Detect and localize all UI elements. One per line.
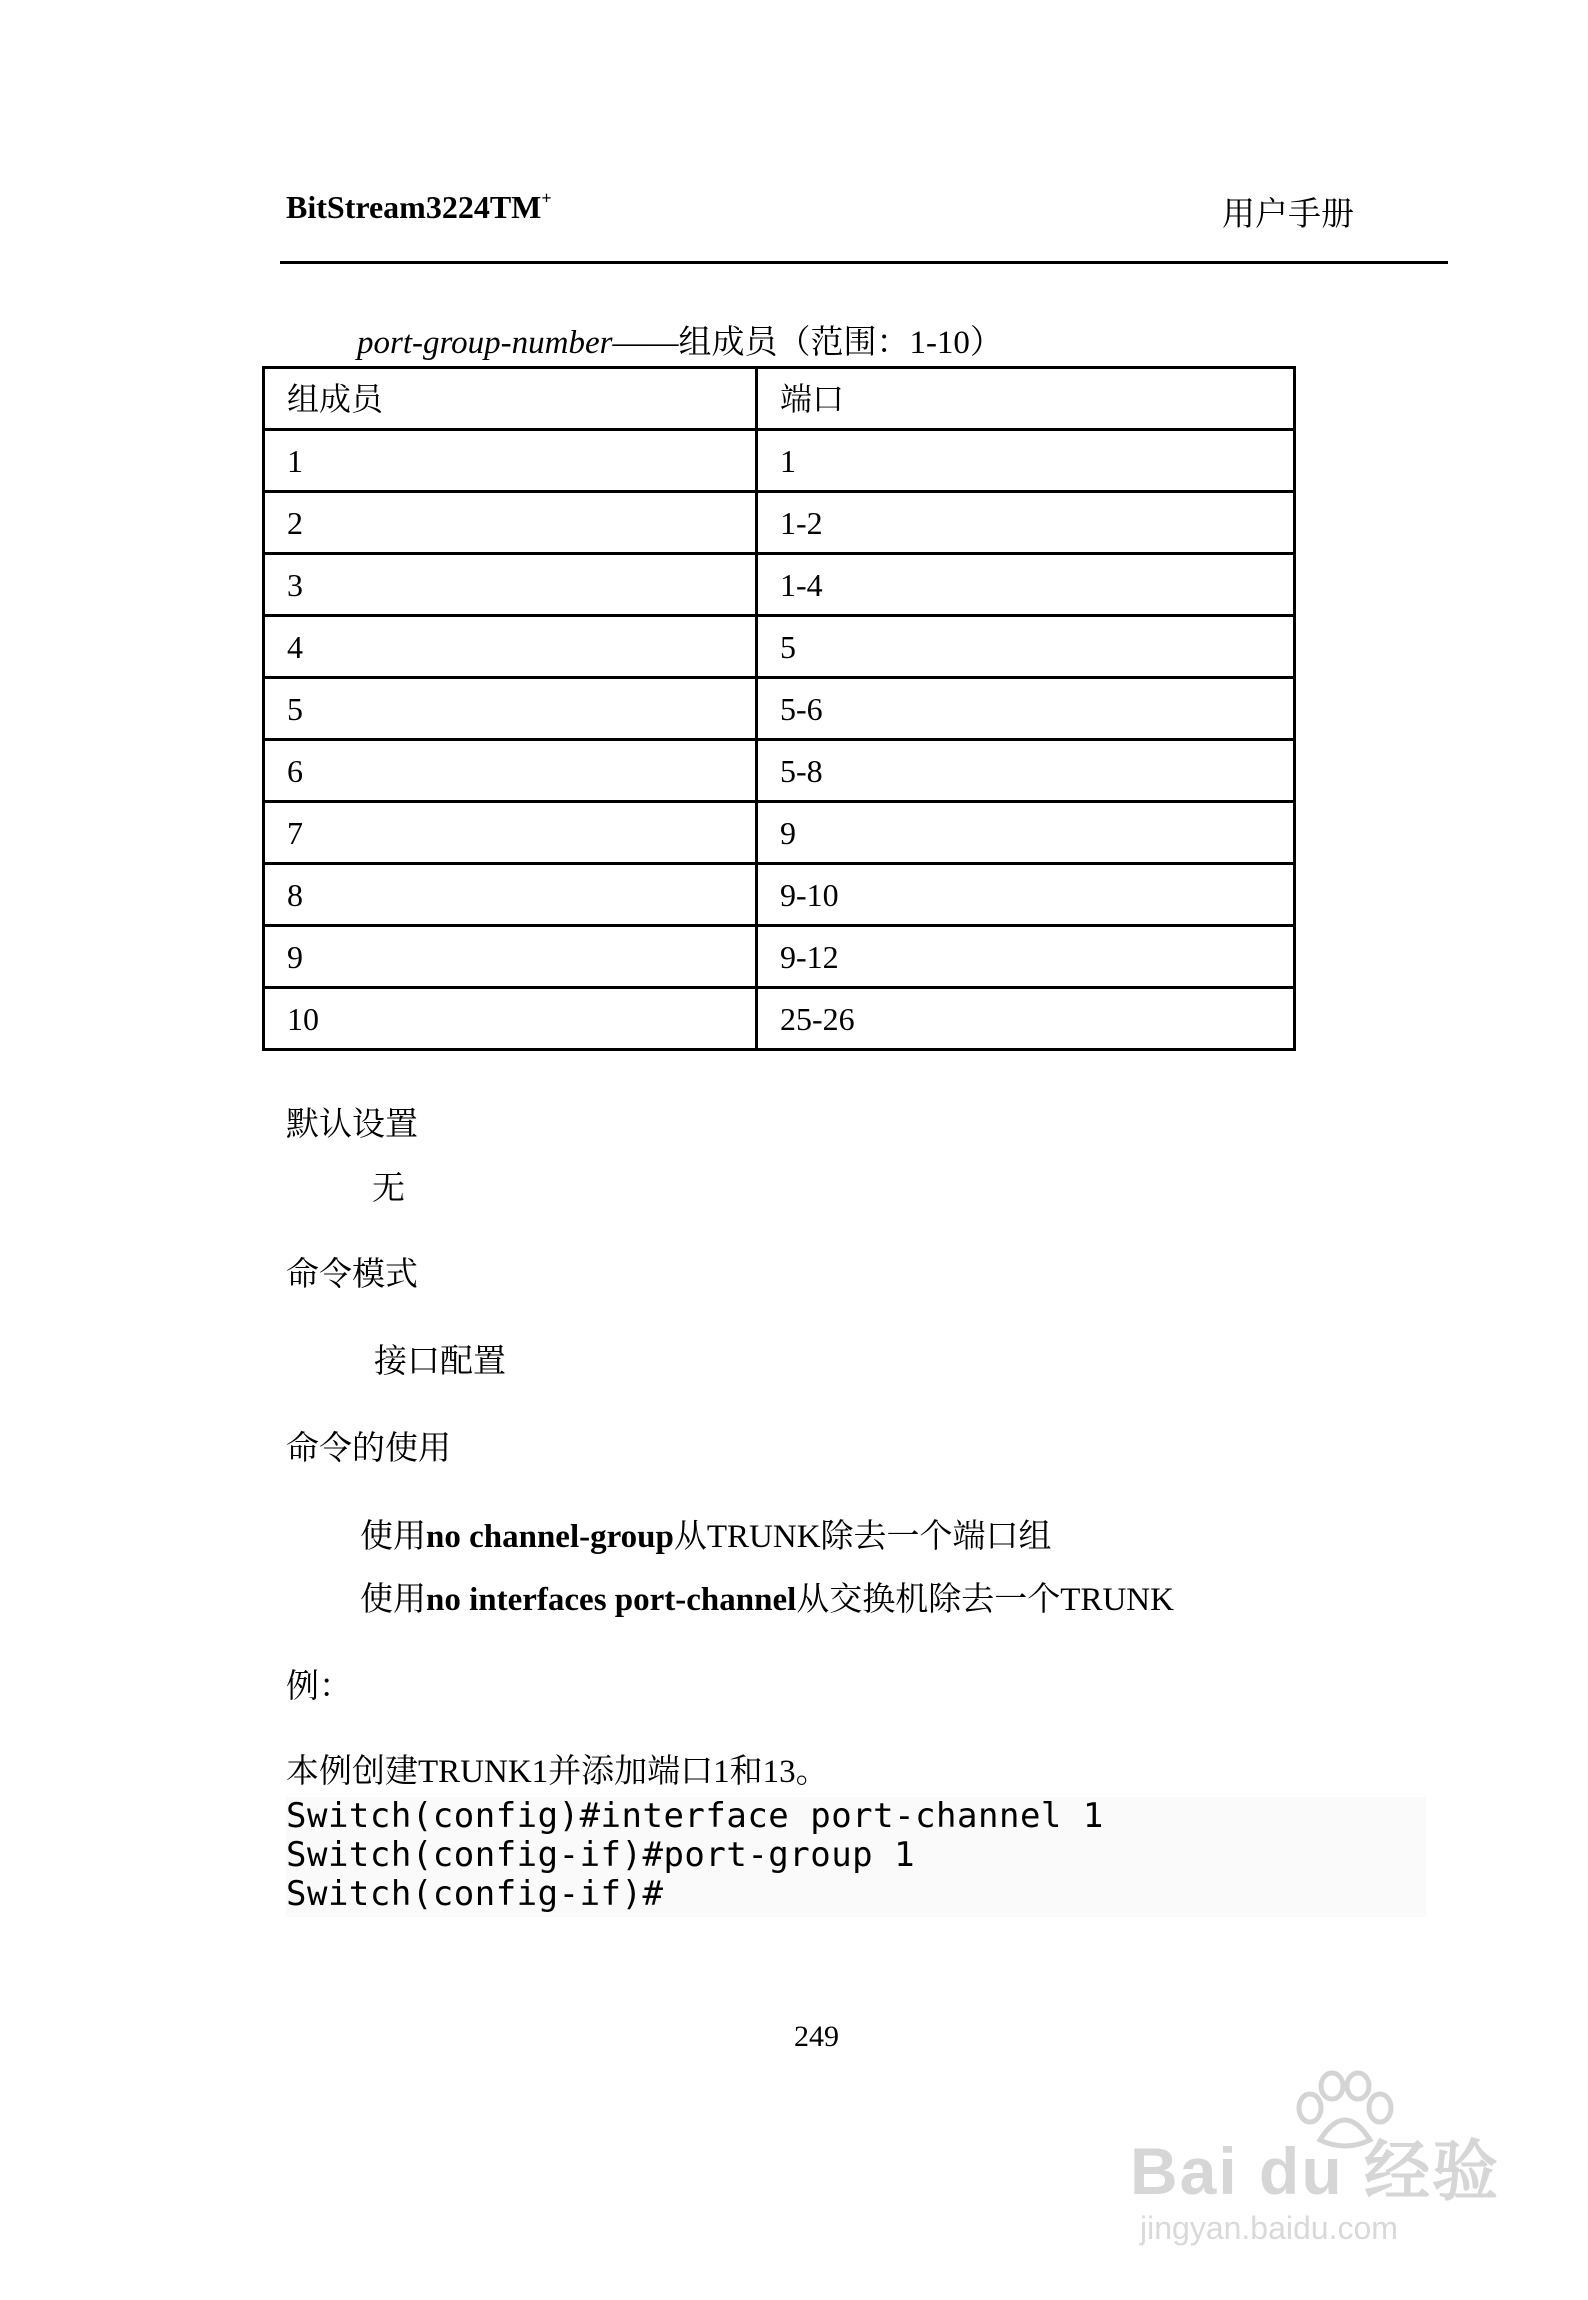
usage-prefix: 使用 [360, 1519, 426, 1555]
table-row [264, 864, 1295, 926]
command-mode-value: 接口配置 [374, 1344, 506, 1380]
table-cell: 8 [264, 864, 757, 926]
usage-line-2 [360, 1573, 1174, 1620]
page-number: 249 [794, 2020, 839, 2053]
table-row [264, 554, 1295, 616]
table-header-row [264, 368, 1295, 430]
table-header-cell: 组成员 [264, 368, 757, 430]
table-cell: 5-6 [757, 678, 1295, 740]
usage-command: no channel-group [426, 1519, 674, 1555]
default-setting-value: 无 [372, 1171, 405, 1207]
table-cell: 7 [264, 802, 757, 864]
usage-suffix: 从交换机除去一个TRUNK [796, 1582, 1174, 1618]
table-header-cell: 端口 [757, 368, 1295, 430]
example-description: 本例创建TRUNK1并添加端口1和13。 [286, 1754, 829, 1790]
table-cell: 1-2 [757, 492, 1295, 554]
table-cell: 9 [264, 926, 757, 988]
code-line: Switch(config-if)# [286, 1874, 664, 1914]
table-cell: 9-12 [757, 926, 1295, 988]
table-cell: 1 [264, 430, 757, 492]
usage-line-1 [360, 1510, 1052, 1557]
table-row [264, 678, 1295, 740]
table-cell: 25-26 [757, 988, 1295, 1050]
manual-title [286, 188, 552, 226]
table-row [264, 926, 1295, 988]
table-cell: 9 [757, 802, 1295, 864]
product-name: BitStream3224TM [286, 189, 542, 225]
default-setting-heading: 默认设置 [286, 1107, 418, 1143]
table-cell: 5 [757, 616, 1295, 678]
code-line: Switch(config-if)#port-group 1 [286, 1835, 916, 1875]
table-cell: 5-8 [757, 740, 1295, 802]
table-row [264, 988, 1295, 1050]
table-cell: 1 [757, 430, 1295, 492]
parameter-description [357, 316, 1003, 363]
table-row [264, 616, 1295, 678]
table-cell: 4 [264, 616, 757, 678]
usage-suffix: 从TRUNK除去一个端口组 [673, 1519, 1052, 1555]
watermark-brand: Bai du 经验 [1130, 2134, 1501, 2208]
table-cell: 2 [264, 492, 757, 554]
command-usage-heading: 命令的使用 [286, 1431, 451, 1467]
code-line: Switch(config)#interface port-channel 1 [286, 1796, 1104, 1836]
manual-type-label: 用户手册 [1222, 197, 1354, 233]
table-row [264, 802, 1295, 864]
table-row [264, 430, 1295, 492]
watermark-url: jingyan.baidu.com [1140, 2210, 1398, 2246]
command-mode-heading: 命令模式 [286, 1257, 418, 1293]
table-cell: 6 [264, 740, 757, 802]
usage-command: no interfaces port-channel [426, 1582, 797, 1618]
port-group-table [262, 366, 1296, 1051]
table-cell: 10 [264, 988, 757, 1050]
table-cell: 1-4 [757, 554, 1295, 616]
parameter-range: ——组成员（范围：1-10） [612, 325, 1003, 361]
table-cell: 3 [264, 554, 757, 616]
example-heading: 例： [286, 1669, 352, 1705]
table-row [264, 492, 1295, 554]
parameter-name: port-group-number [357, 325, 613, 361]
table-cell: 9-10 [757, 864, 1295, 926]
product-name-superscript: + [541, 188, 552, 208]
cli-example-block [286, 1797, 1426, 1917]
table-cell: 5 [264, 678, 757, 740]
usage-prefix: 使用 [360, 1582, 426, 1618]
header-divider [280, 261, 1448, 264]
table-row [264, 740, 1295, 802]
